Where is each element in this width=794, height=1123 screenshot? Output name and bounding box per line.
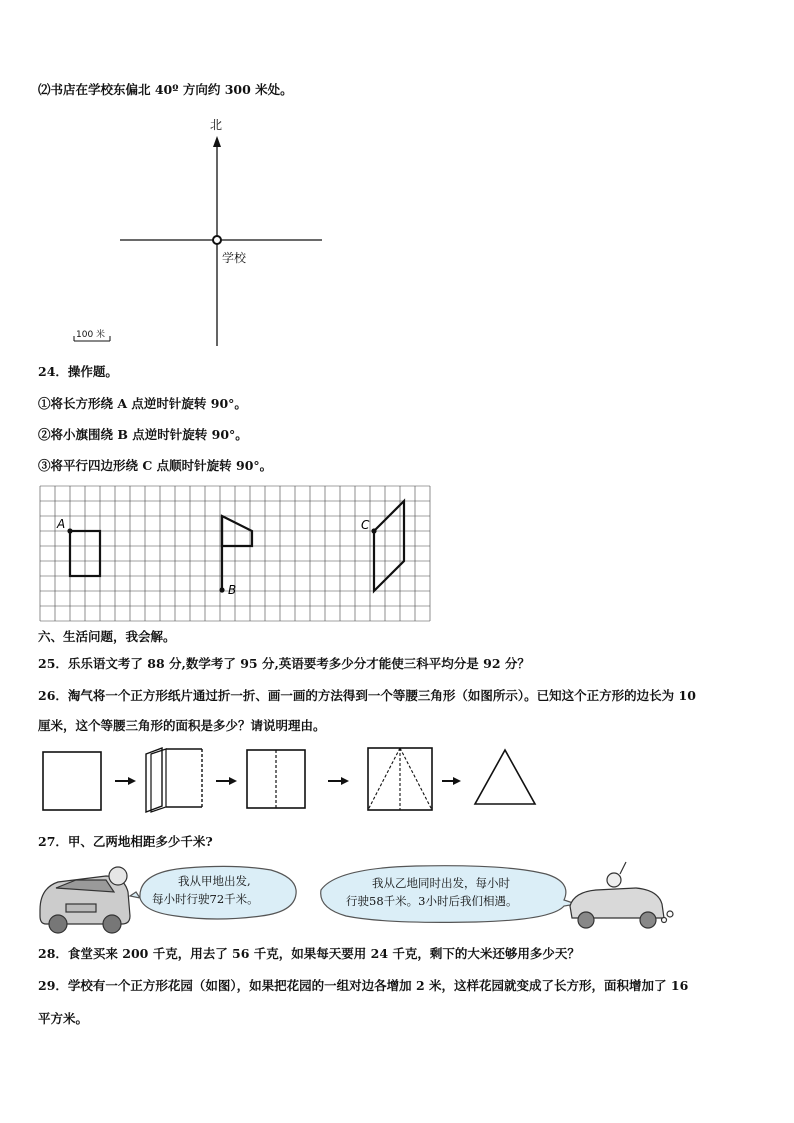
bubble2-line1: 我从乙地同时出发，每小时 — [372, 876, 510, 890]
school-label: 学校 — [222, 251, 247, 265]
label-b: B — [228, 583, 237, 597]
rotation-grid — [38, 484, 438, 624]
folding-diagram — [38, 744, 548, 816]
label-c: C — [361, 518, 370, 532]
q24-item3: ③将平行四边形绕 C 点顺时针旋转 90°。 — [38, 458, 273, 473]
q26-line1: 26．淘气将一个正方形纸片通过折一折、画一画的方法得到一个等腰三角形（如图所示）。已知这个正方形的边长为 10 — [38, 688, 696, 703]
q23-part2-text: ⑵书店在学校东偏北 40º 方向约 300 米处。 — [38, 82, 293, 97]
q28-text: 28．食堂买来 200 千克，用去了 56 千克，如果每天要用 24 千克，剩下的大米还够用多少天？ — [38, 946, 580, 961]
q29-line1: 29．学校有一个正方形花园（如图），如果把花园的一组对边各增加 2 米，这样花园就变成了长方形，面积增加了 16 — [38, 978, 689, 993]
q24-item2: ②将小旗围绕 B 点逆时针旋转 90°。 — [38, 427, 248, 442]
q25-text: 25．乐乐语文考了 88 分,数学考了 95 分,英语要考多少分才能使三科平均分是 92 分？ — [38, 656, 530, 671]
bubble1-line1: 我从甲地出发, — [178, 874, 251, 888]
north-label: 北 — [210, 118, 223, 132]
q26-line2: 厘米，这个等腰三角形的面积是多少？请说明理由。 — [38, 718, 326, 733]
bubble1-line2: 每小时行驶72千米。 — [152, 892, 259, 906]
q27-illustration — [36, 858, 676, 938]
bubble2-line2: 行驶58千米。3小时后我们相遇。 — [346, 894, 518, 908]
section6-heading: 六、生活问题，我会解。 — [38, 629, 176, 644]
compass-diagram — [60, 112, 340, 352]
q24-title: 24．操作题。 — [38, 364, 118, 379]
q29-line2: 平方米。 — [38, 1011, 89, 1026]
label-a: A — [57, 517, 66, 531]
car-right-icon — [570, 862, 673, 928]
q27-title: 27．甲、乙两地相距多少千米? — [38, 834, 213, 849]
car-left-icon — [40, 867, 130, 933]
scale-label: 100 米 — [76, 330, 106, 340]
q24-item1: ①将长方形绕 A 点逆时针旋转 90°。 — [38, 396, 247, 411]
